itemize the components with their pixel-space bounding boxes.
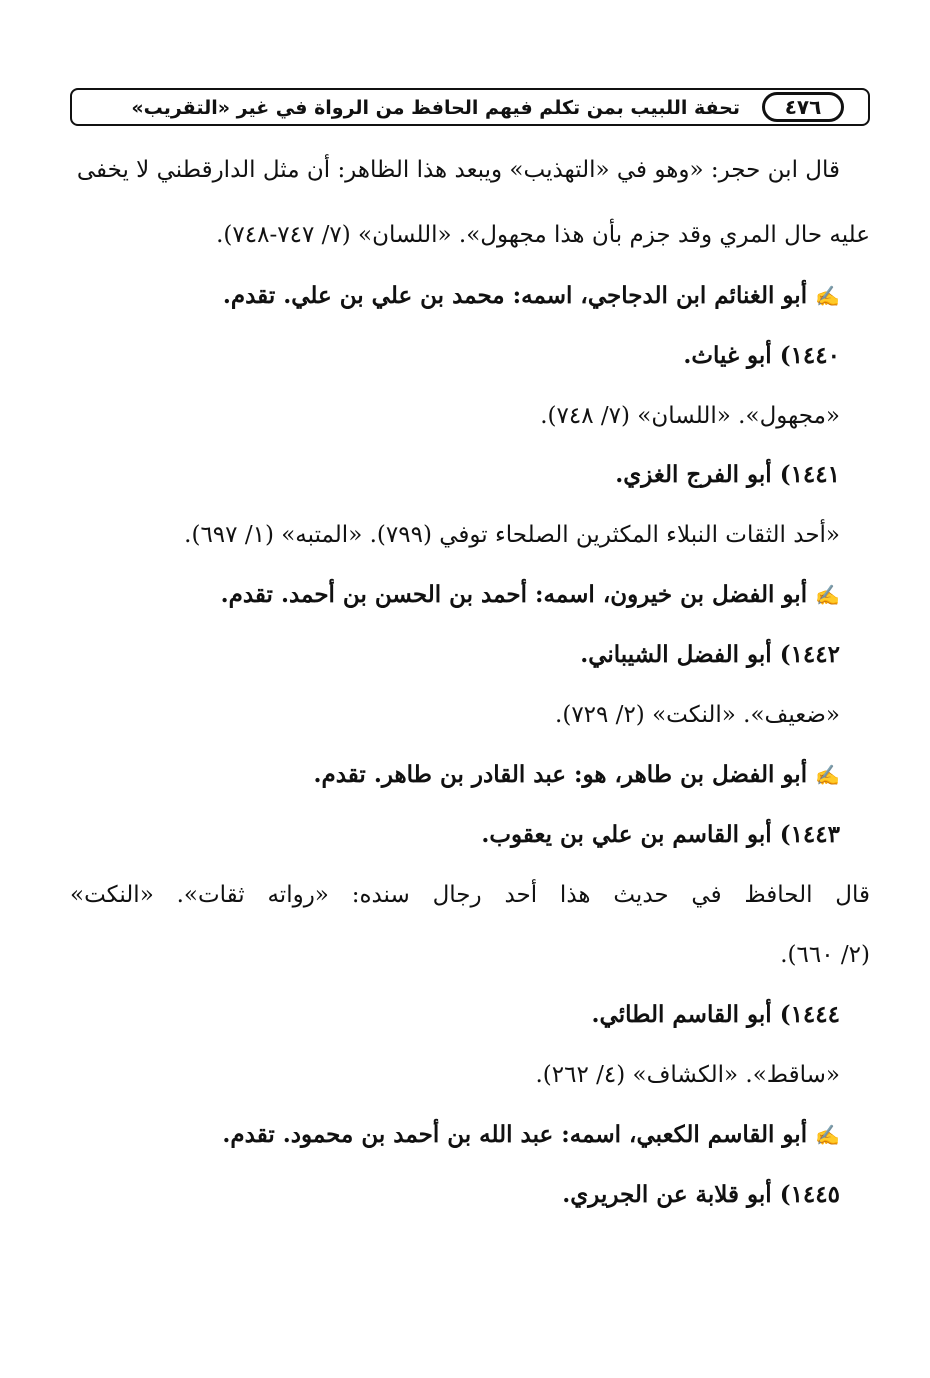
entry-number: ١٤٤٢): [779, 641, 840, 668]
entry-number: ١٤٤٣): [779, 821, 840, 848]
entry-heading: [481, 805, 840, 865]
pen-icon: ✍: [815, 583, 840, 607]
entry-number: ١٤٤١): [779, 461, 840, 488]
entry-name: أبو القاسم الطائي.: [591, 1001, 772, 1028]
entry-note: «ساقط». «الكشاف» (٤/ ٢٦٢).: [535, 1062, 840, 1088]
paragraph-line: قال الحافظ في حديث هذا أحد رجال سنده: «رواته ثقات». «النكت»: [70, 882, 870, 908]
paragraph-line: عليه حال المري وقد جزم بأن هذا مجهول». «اللسان» (٧/ ٧٤٧-٧٤٨).: [216, 222, 870, 248]
page-number: ٤٧٦: [762, 92, 844, 122]
entry-heading: [580, 625, 840, 685]
entry-heading: [562, 1165, 840, 1225]
entry-text: أبو القاسم الكعبي، اسمه: عبد الله بن أحمد بن محمود. تقدم.: [222, 1121, 808, 1148]
running-title: تحفة اللبيب بمن تكلم فيهم الحافظ من الرواة في غير «التقريب»: [131, 97, 740, 119]
entry-number: ١٤٤٠): [779, 342, 840, 369]
entry-name: أبو الفرج الغزي.: [615, 461, 772, 488]
entry-name: أبو غياث.: [683, 342, 772, 369]
entry-name: أبو الفضل الشيباني.: [580, 641, 772, 668]
pen-icon: ✍: [815, 284, 840, 308]
entry-text: أبو الغنائم ابن الدجاجي، اسمه: محمد بن علي بن علي. تقدم.: [222, 282, 808, 309]
entry-heading: [683, 326, 840, 386]
pen-icon: ✍: [815, 763, 840, 787]
pen-icon: ✍: [815, 1123, 840, 1147]
entry-number: ١٤٤٤): [779, 1001, 840, 1028]
cross-reference-entry: [223, 266, 840, 326]
entry-heading: [615, 445, 840, 505]
entry-note: «مجهول». «اللسان» (٧/ ٧٤٨).: [540, 403, 840, 429]
entry-number: ١٤٤٥): [779, 1181, 840, 1208]
entry-name: أبو القاسم بن علي بن يعقوب.: [481, 821, 772, 848]
entry-heading: [592, 985, 840, 1045]
cross-reference-entry: [222, 1105, 840, 1165]
entry-note: «ضعيف». «النكت» (٢/ ٧٢٩).: [555, 702, 840, 728]
entry-text: أبو الفضل بن خيرون، اسمه: أحمد بن الحسن بن أحمد. تقدم.: [220, 581, 808, 608]
cross-reference-entry: [221, 565, 840, 625]
entry-note: «أحد الثقات النبلاء المكثرين الصلحاء توفي (٧٩٩). «المتبه» (١/ ٦٩٧).: [184, 522, 840, 548]
entry-text: أبو الفضل بن طاهر، هو: عبد القادر بن طاهر. تقدم.: [313, 761, 808, 788]
entry-name: أبو قلابة عن الجريري.: [562, 1181, 772, 1208]
paragraph-line: قال ابن حجر: «وهو في «التهذيب» ويبعد هذا الظاهر: أن مثل الدارقطني لا يخفى: [76, 157, 840, 183]
cross-reference-entry: [313, 745, 840, 805]
paragraph-line: (٢/ ٦٦٠).: [780, 942, 870, 968]
running-header: [70, 88, 870, 126]
